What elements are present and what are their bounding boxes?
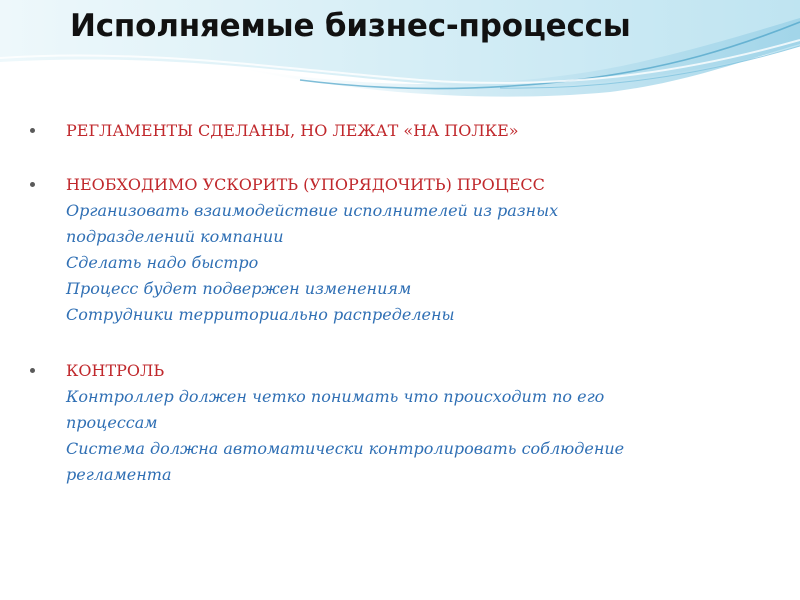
slide-title: Исполняемые бизнес-процессы xyxy=(70,8,631,44)
bullet-dot xyxy=(30,128,35,133)
bullet-subline: Система должна автоматически контролировать соблюдение xyxy=(66,439,625,458)
bullet-heading: РЕГЛАМЕНТЫ СДЕЛАНЫ, НО ЛЕЖАТ «НА ПОЛКЕ» xyxy=(66,121,519,140)
bullet-heading: КОНТРОЛЬ xyxy=(66,361,165,380)
bullet-subline: регламента xyxy=(66,465,172,484)
bullet-subline: Сделать надо быстро xyxy=(66,253,259,272)
bullet-subline: Организовать взаимодействие исполнителей из разных xyxy=(66,201,559,220)
bullet-item-control xyxy=(30,358,770,488)
bullet-subline: Сотрудники территориально распределены xyxy=(66,305,455,324)
bullet-dot xyxy=(30,182,35,187)
bullet-heading: НЕОБХОДИМО УСКОРИТЬ (УПОРЯДОЧИТЬ) ПРОЦЕСС xyxy=(66,175,545,194)
bullet-sublines xyxy=(66,198,770,328)
bullet-list xyxy=(30,118,770,488)
bullet-item-speedup xyxy=(30,172,770,328)
bullet-subline: Контроллер должен четко понимать что происходит по его xyxy=(66,387,605,406)
bullet-sublines xyxy=(66,384,770,488)
bullet-subline: процессам xyxy=(66,413,158,432)
bullet-subline: подразделений компании xyxy=(66,227,284,246)
bullet-subline: Процесс будет подвержен изменениям xyxy=(66,279,412,298)
bullet-item-regulations xyxy=(30,118,770,144)
bullet-dot xyxy=(30,368,35,373)
